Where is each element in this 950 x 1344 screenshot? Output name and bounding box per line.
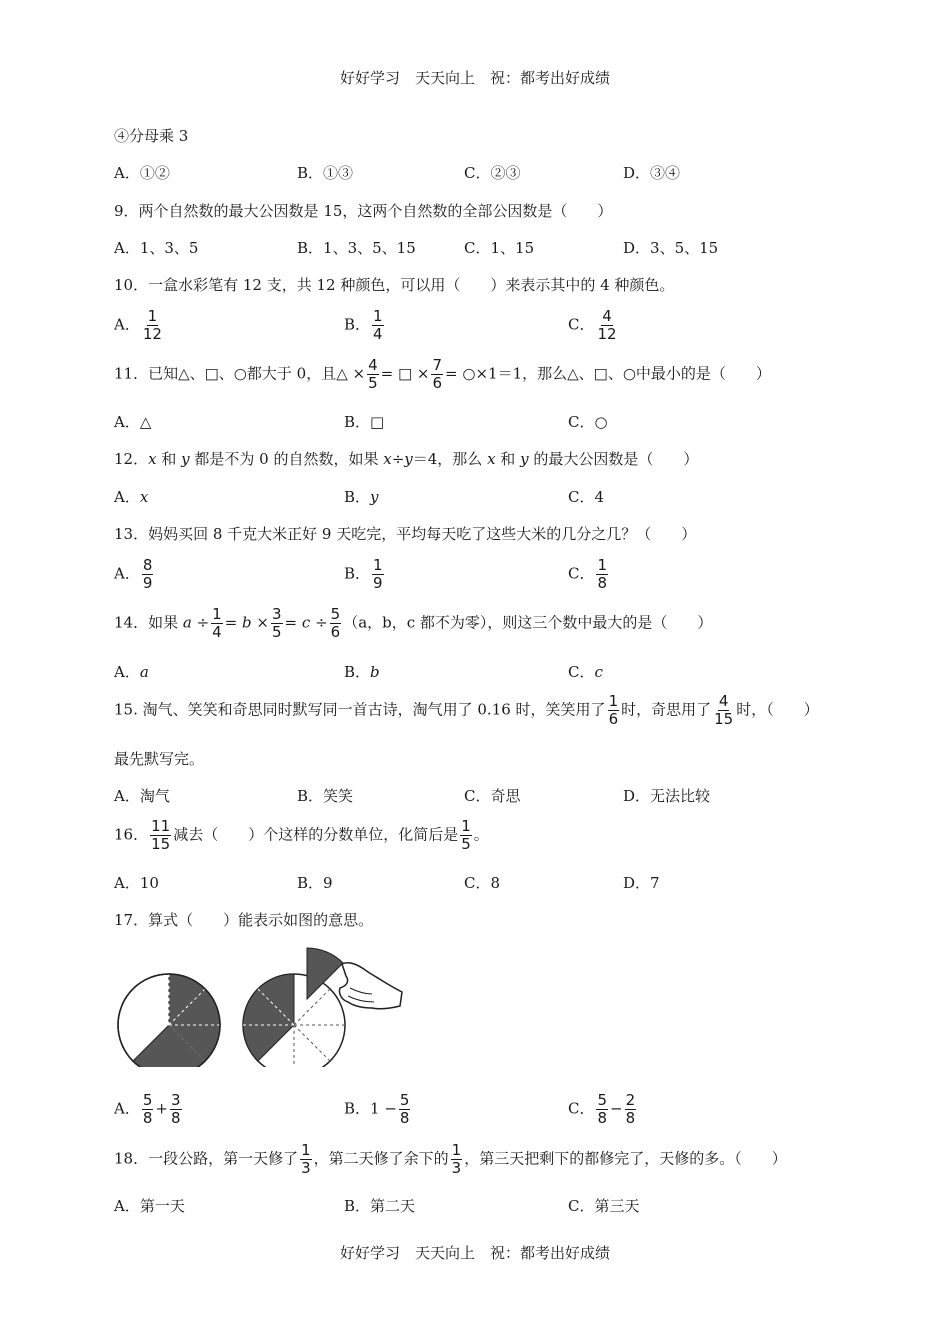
operator: × [251,613,269,632]
fraction [367,357,379,392]
fraction [372,557,384,592]
q12-text: 和 [495,450,521,468]
var-x: x [148,450,157,468]
q12-option-c: C．4 [568,488,605,506]
page-footer: 好好学习 天天向上 祝：都考出好成绩 [339,1244,610,1262]
denominator: 6 [330,623,341,641]
q13-question: 13．妈妈买回 8 千克大米正好 9 天吃完，平均每天吃了这些大米的几分之几？（ ） [114,525,697,543]
q9-option-b: B．1、3、5、15 [297,239,416,257]
fraction [142,1092,154,1127]
denominator: 15 [151,835,171,853]
option-label: B． [344,488,371,506]
numerator: 1 [597,556,608,574]
q18-option-c: C．第三天 [568,1197,640,1215]
option-value: a [139,663,149,681]
fraction [596,308,617,343]
fraction [625,1092,637,1127]
option-label: A． [114,663,140,681]
fraction [150,818,171,853]
q16-text-post: 。 [473,825,489,844]
q12-option-b [344,486,379,507]
denominator: 3 [301,1159,311,1177]
q14-option-a [114,661,149,682]
fraction [330,606,342,641]
q9-option-d: D．3、5、15 [623,239,719,257]
q8-option-a: A．①② [114,164,170,182]
q10-question: 10．一盒水彩笔有 12 支，共 12 种颜色，可以用（ ）来表示其中的 4 种颜色。 [114,276,675,294]
q16-number: 16． [114,825,149,844]
option-label: A． [114,1099,140,1118]
q13-option-c [568,557,610,592]
numerator: 4 [718,692,729,710]
numerator: 1 [373,307,383,325]
q15-question [114,693,819,728]
option-label: C． [568,1099,595,1118]
q18-option-b: B．第二天 [344,1197,416,1215]
q16-question [114,818,489,853]
denominator: 12 [142,325,162,343]
var-y: y [404,450,413,468]
q11-option-c: C．○ [568,413,608,431]
fraction [372,308,384,343]
q17-figure [110,942,410,1067]
option-value: y [370,488,379,506]
denominator: 5 [368,374,378,392]
q18-text-post: ，第三天把剩下的都修完了，天修的多。（ ） [464,1149,787,1168]
denominator: 8 [170,1109,181,1127]
q14-question [114,606,712,641]
var-c: c [301,613,311,632]
option-label: C． [568,315,595,334]
numerator: 8 [142,556,153,574]
q18-option-a: A．第一天 [114,1197,185,1215]
q14-number: 14．如果 [114,613,183,632]
fraction [271,606,283,641]
option-label: C． [568,663,595,681]
fraction [451,1142,463,1177]
fraction [300,1142,312,1177]
q8-item4: ④分母乘 3 [114,127,189,145]
fraction [608,693,620,728]
denominator: 8 [399,1109,410,1127]
q18-text-pre: 18．一段公路，第一天修了 [114,1149,299,1168]
option-label: B． [344,663,371,681]
q14-option-c [568,661,603,682]
var-x: x [383,450,392,468]
q12-text: 都是不为 0 的自然数，如果 [189,450,384,468]
option-label: B． [344,1099,371,1118]
denominator: 6 [608,710,619,728]
q12-text: 的最大公因数是（ ） [528,450,699,468]
q15-option-b: B．笑笑 [297,787,354,805]
numerator: 1 [373,556,383,574]
option-label: A． [114,488,140,506]
operator: − [610,1099,623,1118]
q17-question: 17．算式（ ）能表示如图的意思。 [114,911,374,929]
q17-option-a [114,1092,184,1127]
denominator: 5 [461,835,471,853]
q15-question-line2: 最先默写完。 [114,750,205,768]
operator: ÷ [191,613,210,632]
q11-option-a: A．△ [114,413,152,431]
numerator: 1 [147,307,158,325]
numerator: 5 [142,1091,153,1109]
option-value: b [370,663,380,681]
operator: ÷ [310,613,328,632]
numerator: 5 [597,1091,608,1109]
var-y: y [520,450,529,468]
q15-option-c: C．奇思 [464,787,521,805]
q18-question [114,1142,787,1177]
q16-option-a: A．10 [114,874,159,892]
q12-text: ＝4，那么 [412,450,488,468]
q15-text-post: 时，（ ） [736,700,819,719]
q16-option-d: D．7 [623,874,660,892]
q10-option-b [344,308,386,343]
q9-option-a: A．1、3、5 [114,239,199,257]
q11-text-mid: = □ × [380,364,430,383]
fraction [142,557,154,592]
equals: = [284,613,302,632]
denominator: 4 [373,325,383,343]
numerator: 1 [301,1141,311,1159]
option-label: B． [344,315,371,334]
denominator: 3 [451,1159,462,1177]
denominator: 12 [597,325,617,343]
option-label: A． [114,315,140,334]
q15-option-d: D．无法比较 [623,787,711,805]
denominator: 4 [212,623,222,641]
var-y: y [181,450,190,468]
fraction [460,818,472,853]
divide-sign: ÷ [391,450,405,468]
q16-option-b: B．9 [297,874,333,892]
fraction [431,357,443,392]
q8-option-b: B．①③ [297,164,354,182]
q17-option-b [344,1092,412,1127]
fraction [596,557,608,592]
numerator: 3 [170,1091,181,1109]
q10-option-a [114,308,165,343]
option-label: B． [344,564,371,583]
q12-text: 和 [156,450,182,468]
fraction [142,308,163,343]
q9-option-c: C．1、15 [464,239,535,257]
fraction [399,1092,411,1127]
fraction [713,693,734,728]
q15-option-a: A．淘气 [114,787,170,805]
fraction [211,606,223,641]
denominator: 6 [432,374,443,392]
denominator: 15 [714,710,734,728]
q16-option-c: C．8 [464,874,501,892]
q16-text-mid: 减去（ ）个这样的分数单位，化简后是 [173,825,459,844]
var-x: x [487,450,496,468]
page-header: 好好学习 天天向上 祝：都考出好成绩 [339,69,610,87]
numerator: 7 [432,356,443,374]
operator: 1 − [370,1099,397,1118]
numerator: 4 [368,356,378,374]
fraction [596,1092,608,1127]
equals: = [224,613,243,632]
q15-text-pre: 15. 淘气、笑笑和奇思同时默写同一首古诗，淘气用了 0.16 时，笑笑用了 [114,700,606,719]
option-label: C． [568,564,595,583]
q10-option-c [568,308,620,343]
option-value: x [139,488,149,506]
numerator: 3 [272,605,282,623]
option-label: A． [114,564,140,583]
denominator: 9 [142,574,153,592]
q13-option-a [114,557,155,592]
q13-option-b [344,557,386,592]
option-value: c [594,663,603,681]
q11-option-b: B．□ [344,413,385,431]
q12-option-a [114,486,148,507]
numerator: 1 [451,1141,462,1159]
q11-text-pre: 11．已知△、□、○都大于 0，且△ × [114,364,366,383]
q11-text-post: = ○×1＝1，那么△、□、○中最小的是（ ） [445,364,771,383]
var-a: a [182,613,192,632]
circle-right [243,948,402,1067]
q14-option-b [344,661,380,682]
numerator: 5 [330,605,341,623]
denominator: 8 [625,1109,636,1127]
q17-option-c [568,1092,638,1127]
fraction [170,1092,182,1127]
denominator: 8 [597,574,608,592]
operator: + [155,1099,168,1118]
q8-option-d: D．③④ [623,164,681,182]
numerator: 1 [461,817,471,835]
numerator: 5 [399,1091,410,1109]
numerator: 2 [625,1091,636,1109]
circle-left [118,974,220,1067]
q8-option-c: C．②③ [464,164,521,182]
denominator: 8 [142,1109,153,1127]
numerator: 4 [602,307,612,325]
q18-text-mid: ，第二天修了余下的 [313,1149,449,1168]
numerator: 1 [212,605,222,623]
var-b: b [242,613,252,632]
denominator: 8 [597,1109,608,1127]
q12-question [114,448,698,469]
numerator: 11 [151,817,171,835]
q15-text-mid: 时，奇思用了 [621,700,712,719]
denominator: 5 [272,623,282,641]
denominator: 9 [373,574,383,592]
q14-text: （a，b，c 都不为零），则这三个数中最大的是（ ） [343,613,713,632]
numerator: 1 [608,692,619,710]
q11-question [114,357,771,392]
q12-number: 12． [114,450,149,468]
q9-question: 9．两个自然数的最大公因数是 15，这两个自然数的全部公因数是（ ） [114,202,613,220]
